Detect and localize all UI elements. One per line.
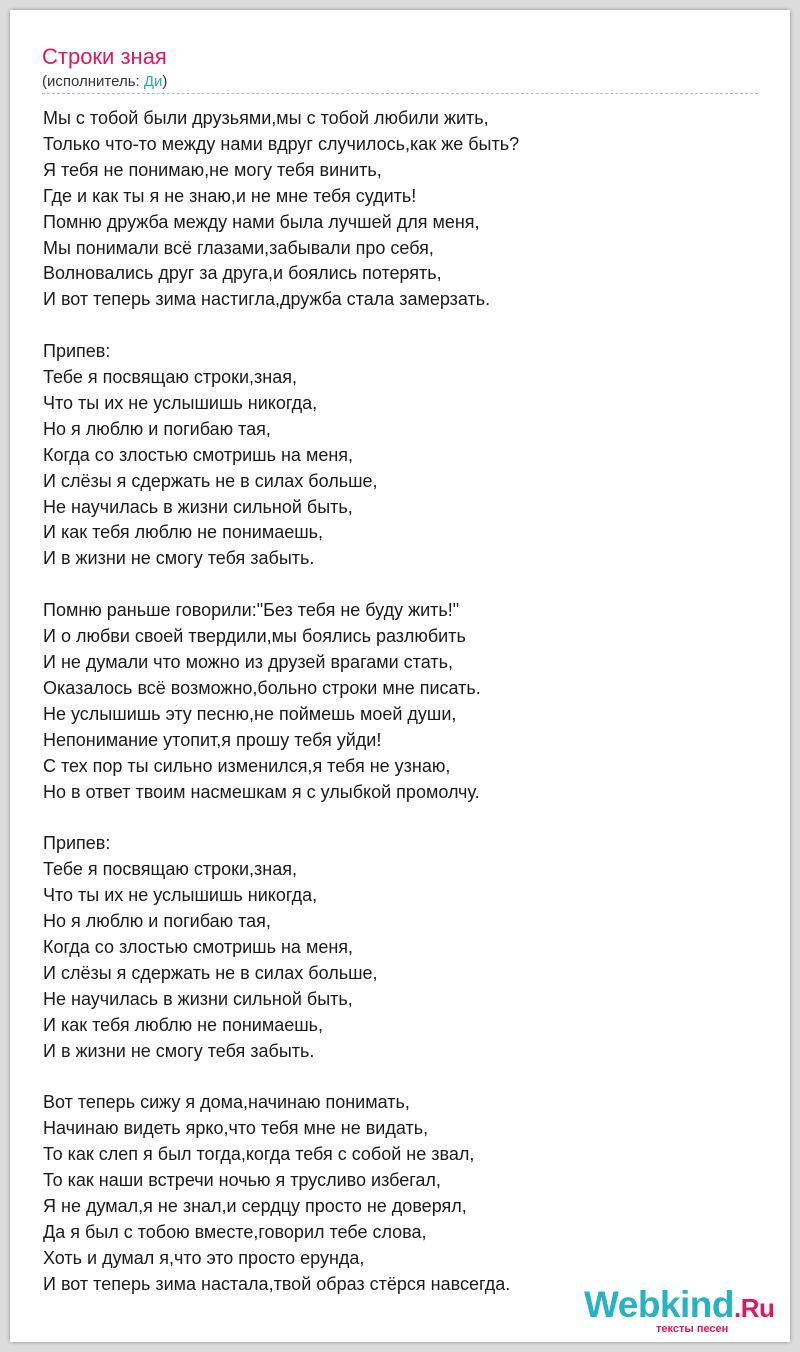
- lyric-line: Да я был с тобою вместе,говорил тебе слова,: [43, 1221, 427, 1242]
- chorus-label: Припев:: [43, 833, 111, 854]
- stanza-chorus-1: [43, 339, 763, 572]
- stanza-verse-3: [43, 1090, 763, 1297]
- song-title: Строки зная: [42, 44, 167, 69]
- lyric-line: И слёзы я сдержать не в силах больше,: [43, 470, 378, 491]
- lyric-line: Вот теперь сижу я дома,начинаю понимать,: [43, 1092, 410, 1113]
- lyric-line: Но в ответ твоим насмешкам я с улыбкой промолчу.: [43, 781, 480, 802]
- lyric-line: И в жизни не смогу тебя забыть.: [43, 1040, 315, 1061]
- lyric-line: Волновались друг за друга,и боялись потерять,: [43, 263, 442, 284]
- chorus-label: Припев:: [43, 341, 111, 362]
- lyric-line: Только что-то между нами вдруг случилось,как же быть?: [43, 133, 520, 154]
- lyric-line: Мы понимали всё глазами,забывали про себя,: [43, 237, 434, 258]
- stanza-chorus-2: [43, 831, 763, 1064]
- lyric-line: И о любви своей твердили,мы боялись разлюбить: [43, 626, 466, 647]
- artist-label: (исполнитель:: [42, 73, 144, 90]
- lyric-line: С тех пор ты сильно изменился,я тебя не узнаю,: [43, 755, 451, 776]
- lyric-line: Помню раньше говорили:"Без тебя не буду жить!": [43, 600, 460, 621]
- lyric-line: Что ты их не услышишь никогда,: [43, 392, 318, 413]
- lyric-line: Не научилась в жизни сильной быть,: [43, 496, 353, 517]
- lyric-line: Где и как ты я не знаю,и не мне тебя судить!: [43, 185, 417, 206]
- lyric-line: Когда со злостью смотришь на меня,: [43, 936, 354, 957]
- lyric-line: И слёзы я сдержать не в силах больше,: [43, 962, 378, 983]
- page: [10, 10, 790, 1342]
- lyric-line: Но я люблю и погибаю тая,: [43, 418, 271, 439]
- lyric-line: Не научилась в жизни сильной быть,: [43, 988, 353, 1009]
- lyric-line: Я не думал,я не знал,и сердцу просто не доверял,: [43, 1196, 467, 1216]
- lyrics: [43, 106, 763, 1324]
- lyric-line: То как наши встречи ночью я трусливо избегал,: [43, 1170, 441, 1191]
- stanza-verse-2: [43, 598, 763, 805]
- lyric-line: Я тебя не понимаю,не могу тебя винить,: [43, 159, 382, 180]
- title-divider: [42, 93, 758, 94]
- logo-tld: .Ru: [734, 1293, 775, 1323]
- lyric-line: Когда со злостью смотришь на меня,: [43, 444, 354, 465]
- lyric-line: И вот теперь зима настала,твой образ стёрся навсегда.: [43, 1273, 511, 1294]
- lyric-line: И как тебя люблю не понимаешь,: [43, 522, 324, 543]
- lyric-line: И как тебя люблю не понимаешь,: [43, 1014, 324, 1035]
- lyric-line: И в жизни не смогу тебя забыть.: [43, 548, 315, 569]
- artist-line: [42, 73, 167, 90]
- lyric-line: Помню дружба между нами была лучшей для меня,: [43, 211, 480, 232]
- site-logo[interactable]: [584, 1284, 784, 1336]
- artist-close: ): [162, 73, 168, 90]
- lyric-line: Хоть и думал я,что это просто ерунда,: [43, 1247, 365, 1268]
- lyric-line: Непонимание утопит,я прошу тебя уйди!: [43, 729, 382, 750]
- lyric-line: То как слеп я был тогда,когда тебя с собой не звал,: [43, 1144, 475, 1165]
- artist-link[interactable]: Ди: [143, 73, 163, 90]
- stanza-verse-1: [43, 106, 763, 313]
- lyric-line: И не думали что можно из друзей врагами стать,: [43, 652, 453, 672]
- logo-tagline: тексты песен: [656, 1323, 729, 1335]
- logo-name: Webkind: [584, 1284, 734, 1325]
- lyric-line: Но я люблю и погибаю тая,: [43, 911, 271, 932]
- lyric-line: Тебе я посвящаю строки,зная,: [43, 859, 297, 880]
- lyric-line: Начинаю видеть ярко,что тебя мне не видать,: [43, 1118, 429, 1139]
- lyric-line: Оказалось всё возможно,больно строки мне писать.: [43, 677, 481, 698]
- lyric-line: И вот теперь зима настигла,дружба стала замерзать.: [43, 289, 491, 310]
- lyric-line: Мы с тобой были друзьями,мы с тобой любили жить,: [43, 108, 489, 128]
- lyric-line: Что ты их не услышишь никогда,: [43, 885, 318, 906]
- logo-wordmark: [584, 1284, 774, 1326]
- lyric-line: Не услышишь эту песню,не поймешь моей души,: [43, 703, 457, 724]
- lyric-line: Тебе я посвящаю строки,зная,: [43, 367, 297, 388]
